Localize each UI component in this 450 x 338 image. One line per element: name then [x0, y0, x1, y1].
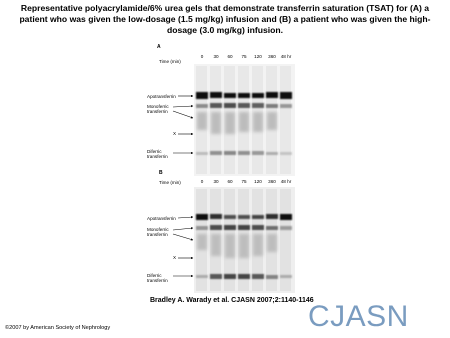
panel-b-label-x: X: [173, 255, 177, 260]
panel-b-time-120: 120: [254, 179, 262, 184]
panel-a-time-75: 75: [241, 54, 247, 59]
copyright-notice: ©2007 by American Society of Nephrology: [5, 325, 111, 331]
panel-a-label-apotransferrin: Apotransferrin: [147, 94, 176, 99]
gel-figure-svg: [143, 40, 300, 296]
panel-b-time-60: 60: [227, 179, 233, 184]
journal-logo: CJASN: [308, 300, 409, 333]
panel-b-time-48hr: 48 hr: [280, 179, 292, 184]
gel-figure: [143, 40, 300, 296]
panel-a-time-60: 60: [227, 54, 233, 59]
panel-a-time-ticks: [201, 54, 292, 59]
panel-a-label-diferric: Diferric transferrin: [147, 149, 168, 159]
panel-a-time-0: 0: [200, 54, 204, 59]
panel-a-gel: [194, 64, 295, 176]
panel-b-label: B: [159, 170, 163, 176]
panel-b-time-30: 30: [213, 179, 219, 184]
panel-a-time-label: Time (min): [159, 59, 181, 64]
panel-a-time-30: 30: [213, 54, 219, 59]
slide-title: Representative polyacrylamide/6% urea gels that demonstrate transferrin saturation (TSAT) for (A) a patient who was given the low-dosage (1.5 mg/kg) infusion and (B) a patient who was given the high-dosage (3.0 mg/kg) infusion.: [19, 3, 431, 35]
panel-b-time-75: 75: [241, 179, 247, 184]
citation: Bradley A. Warady et al. CJASN 2007;2:1140-1146: [150, 297, 314, 304]
panel-b-gel: [194, 187, 295, 293]
panel-b-label-diferric: Diferric transferrin: [147, 273, 168, 283]
panel-b-time-label: Time (min): [159, 180, 181, 185]
panel-b-time-360: 360: [268, 179, 276, 184]
panel-a-label-monoferric: Monoferric transferrin: [147, 104, 169, 114]
panel-b-time-ticks: [201, 179, 292, 184]
panel-a-label-x: X: [173, 131, 177, 136]
panel-a-label: A: [157, 44, 161, 50]
panel-a-apotransferrin-bands: [196, 92, 292, 99]
panel-a-time-120: 120: [254, 54, 262, 59]
panel-b-label-monoferric: Monoferric transferrin: [147, 227, 169, 237]
panel-a-time-360: 360: [268, 54, 276, 59]
panel-a-time-48hr: 48 hr: [280, 54, 292, 59]
panel-b-label-apotransferrin: Apotransferrin: [147, 216, 176, 221]
panel-b-time-0: 0: [200, 179, 204, 184]
